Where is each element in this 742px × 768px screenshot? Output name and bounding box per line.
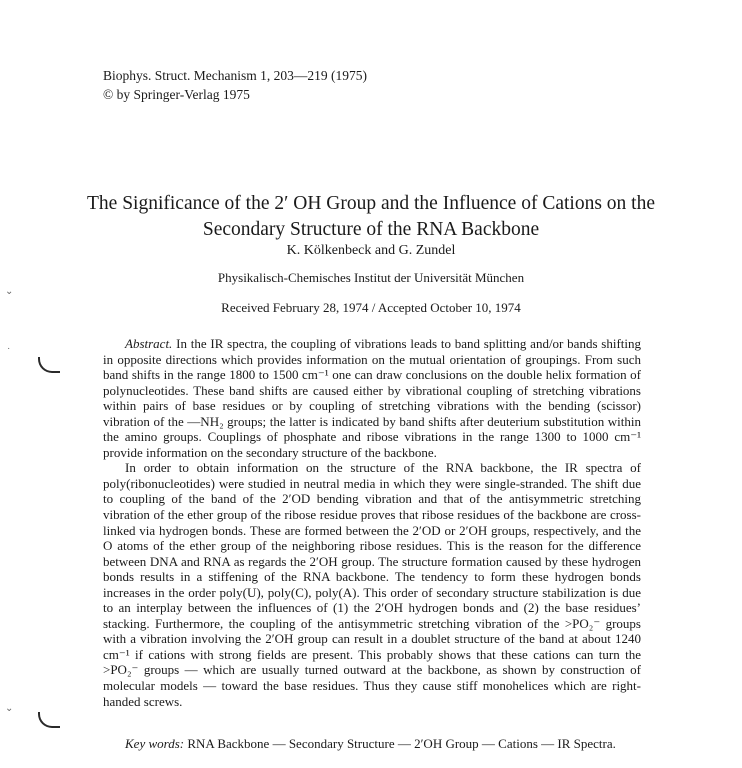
abstract-label: Abstract. xyxy=(125,336,173,351)
abstract-paragraph-2: In order to obtain information on the structure of the RNA backbone, the IR spectra of poly(ribonucleotides) were studied in neutral media in which they were single-stranded. The shift due to coupling of the band of the 2′OD bending vibration and that of the antisymmetric stretching vibration of the ether group of the ribose residue proves that ribose residues of the backbone are cross-linked via hydrogen bonds. These are formed between the 2′OD or 2′OH groups, respectively, and the O atoms of the ether group of the neighboring ribose residues. This is the reason for the difference between DNA and RNA as regards the 2′OH group. The structure formation caused by these hydrogen bonds results in a stiffening of the RNA backbone. The tendency to form these hydrogen bonds increases in the order poly(U), poly(C), poly(A). This order of secondary structure stabilization is due to an interplay between the influences of (1) the 2′OH hydrogen bonds and (2) the base residues’ stacking. Furthermore, the coupling of the antisymmetric stretching vibration of the >PO₂⁻ groups with a vibration involving the 2′OH group can result in a doublet structure of the band at about 1240 cm⁻¹ if cations with strong fields are present. This probably shows that these cations can turn the >PO₂⁻ groups — which are usually turned outward at the backbone, as shown by construction of molecular models — toward the base residues. Thus they cause stiff monohelices which are right-handed screws. xyxy=(103,460,641,709)
journal-header xyxy=(103,66,367,104)
paper-title: The Significance of the 2′ OH Group and the Influence of Cations on the Secondary Structure of the RNA Backbone xyxy=(87,193,655,241)
scan-mark: ⌄ xyxy=(5,286,14,297)
binder-hole-mark xyxy=(38,712,60,728)
keywords-label: Key words: xyxy=(125,736,185,751)
scan-mark: ⌄ xyxy=(5,703,14,714)
copyright-line: © by Springer-Verlag 1975 xyxy=(103,87,250,102)
scan-mark: ˙ xyxy=(7,347,11,358)
binder-hole-mark xyxy=(38,357,60,373)
keywords xyxy=(103,736,641,752)
affiliation: Physikalisch-Chemisches Institut der Universität München xyxy=(217,270,525,285)
abstract-paragraph-1 xyxy=(103,336,641,460)
abstract xyxy=(103,336,641,709)
journal-citation: Biophys. Struct. Mechanism 1, 203—219 (1975) xyxy=(103,68,367,83)
authors: K. Kölkenbeck and G. Zundel xyxy=(286,243,456,258)
abstract-text-1: In the IR spectra, the coupling of vibrations leads to band splitting and/or bands shifting in opposite directions which provides information on the mutual orientation of groupings. From such band shifts in the range 1800 to 1500 cm⁻¹ one can draw conclusions on the double helix formation of polynucleotides. These band shifts are caused either by vibrational coupling of stretching vibrations within pairs of base residues or by coupling of stretching vibrations with the bending (scissor) vibration of the —NH₂ groups; the latter is indicated by band shifts after deuterium substitution within the amino groups. Couplings of phosphate and ribose vibrations in the range 1300 to 1000 cm⁻¹ provide information on the secondary structure of the backbone. xyxy=(103,336,642,460)
keywords-text: RNA Backbone — Secondary Structure — 2′OH Group — Cations — IR Spectra. xyxy=(187,736,616,751)
received-dates: Received February 28, 1974 / Accepted October 10, 1974 xyxy=(221,300,521,315)
